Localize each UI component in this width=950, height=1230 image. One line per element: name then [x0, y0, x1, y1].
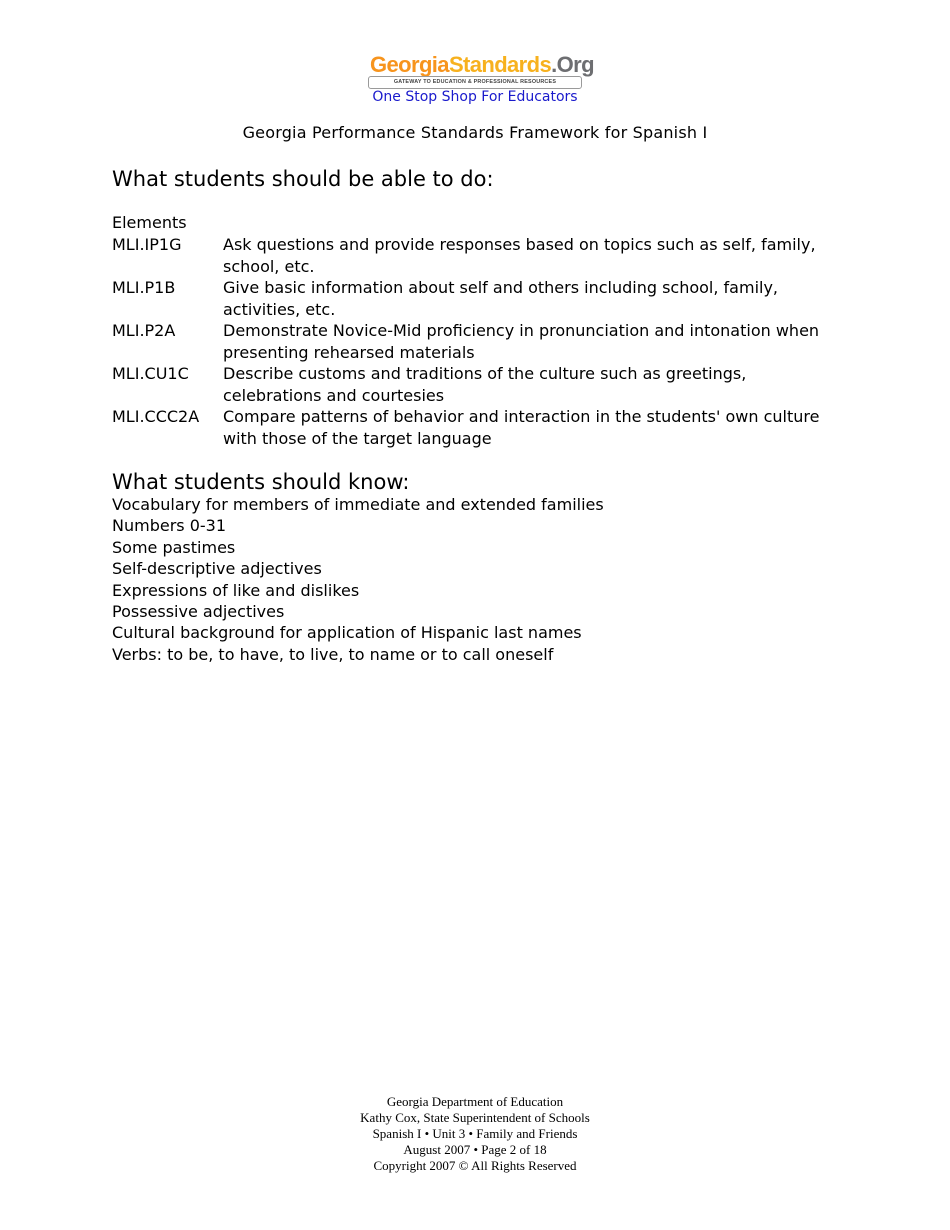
knowledge-item: Verbs: to be, to have, to live, to name or to call oneself: [112, 644, 554, 664]
standards-list: [112, 234, 837, 449]
footer-unit: Spanish I • Unit 3 • Family and Friends: [372, 1126, 578, 1141]
knowledge-item: Numbers 0-31: [112, 516, 227, 536]
standard-code: MLI.CCC2A: [112, 407, 200, 426]
logo-part-standards: Standards: [448, 52, 552, 77]
footer-superintendent: Kathy Cox, State Superintendent of Schools: [360, 1110, 590, 1125]
standard-code: MLI.IP1G: [112, 235, 182, 254]
standard-row: [112, 320, 837, 363]
logo-part-georgia: Georgia: [370, 52, 449, 77]
standard-row: [112, 277, 837, 320]
page-footer: [0, 1094, 950, 1174]
standard-description: Give basic information about self and others including school, family, activities, etc.: [223, 278, 779, 319]
footer-department: Georgia Department of Education: [386, 1094, 564, 1109]
standard-row: [112, 406, 837, 449]
elements-label: Elements: [112, 213, 187, 232]
standard-description: Ask questions and provide responses based on topics such as self, family, school, etc.: [223, 235, 816, 276]
standard-description: Demonstrate Novice-Mid proficiency in pronunciation and intonation when presenting rehearsed materials: [223, 321, 820, 362]
do-section-heading: What students should be able to do:: [112, 167, 494, 191]
footer-page-number: August 2007 • Page 2 of 18: [403, 1142, 547, 1157]
footer-copyright: Copyright 2007 © All Rights Reserved: [373, 1158, 577, 1173]
knowledge-list: [112, 494, 837, 665]
standard-code: MLI.CU1C: [112, 364, 189, 383]
knowledge-item: Some pastimes: [112, 537, 236, 557]
standard-code: MLI.P2A: [112, 321, 176, 340]
logo-part-org: .Org: [551, 52, 594, 77]
know-section-heading: What students should know:: [112, 470, 410, 494]
knowledge-item: Cultural background for application of Hispanic last names: [112, 623, 582, 643]
header-tagline: One Stop Shop For Educators: [372, 89, 578, 105]
knowledge-item: Self-descriptive adjectives: [112, 559, 322, 579]
standard-code: MLI.P1B: [112, 278, 176, 297]
knowledge-item: Possessive adjectives: [112, 602, 285, 622]
logo-tagline: GATEWAY TO EDUCATION & PROFESSIONAL RESOURCES: [368, 76, 582, 89]
knowledge-item: Expressions of like and dislikes: [112, 580, 360, 600]
standard-description: Describe customs and traditions of the culture such as greetings, celebrations and courtesies: [223, 364, 747, 405]
standard-row: [112, 234, 837, 277]
framework-title: Georgia Performance Standards Framework for Spanish I: [242, 123, 708, 142]
standard-description: Compare patterns of behavior and interaction in the students' own culture with those of the target language: [223, 407, 820, 448]
standard-row: [112, 363, 837, 406]
georgia-standards-logo: [368, 52, 594, 89]
logo-wordmark: [370, 53, 594, 77]
knowledge-item: Vocabulary for members of immediate and extended families: [112, 495, 604, 514]
